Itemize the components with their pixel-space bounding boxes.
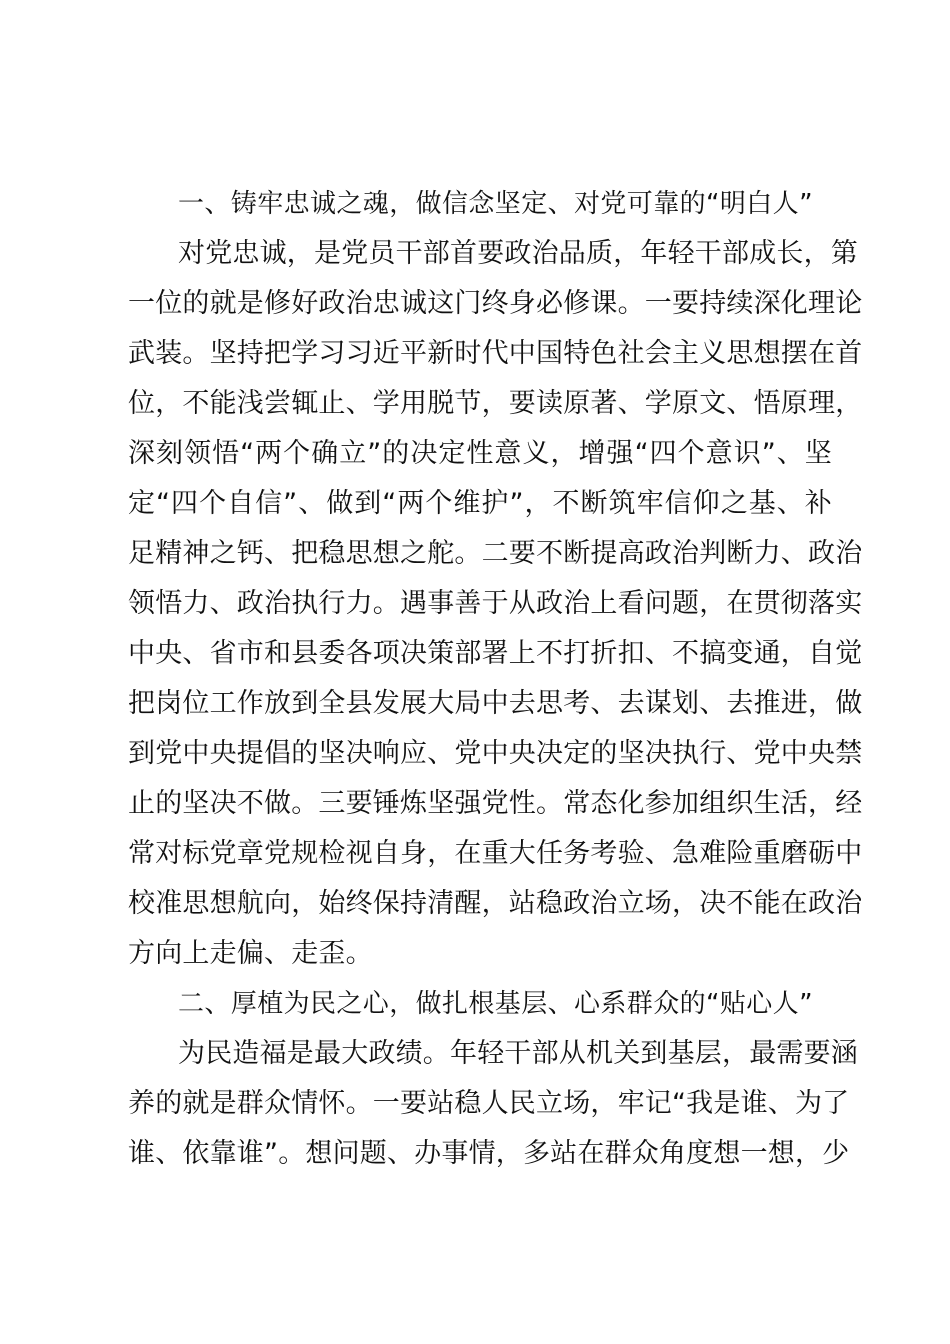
paragraph-line: 领悟力、政治执行力。遇事善于从政治上看问题，在贯彻落实: [128, 588, 863, 619]
paragraph-line: 养的就是群众情怀。一要站稳人民立场，牢记“我是谁、为了: [128, 1088, 850, 1119]
section-heading-1: 一、铸牢忠诚之魂，做信念坚定、对党可靠的“明白人”: [178, 189, 813, 219]
paragraph-line: 深刻领悟“两个确立”的决定性意义，增强“四个意识”、坚: [128, 438, 832, 469]
paragraph-line: 足精神之钙、把稳思想之舵。二要不断提高政治判断力、政治: [128, 538, 863, 569]
paragraph-line: 止的坚决不做。三要锤炼坚强党性。常态化参加组织生活，经: [128, 788, 863, 819]
paragraph-line: 校准思想航向，始终保持清醒，站稳政治立场，决不能在政治: [128, 888, 863, 919]
paragraph-line: 常对标党章党规检视自身，在重大任务考验、急难险重磨砺中: [128, 838, 863, 869]
section-heading-2: 二、厚植为民之心，做扎根基层、心系群众的“贴心人”: [178, 989, 813, 1019]
paragraph-line: 方向上走偏、走歪。: [128, 938, 373, 969]
paragraph-line: 为民造福是最大政绩。年轻干部从机关到基层，最需要涵: [178, 1038, 858, 1069]
paragraph-line: 武装。坚持把学习习近平新时代中国特色社会主义思想摆在首: [128, 338, 863, 369]
paragraph-line: 定“四个自信”、做到“两个维护”，不断筑牢信仰之基、补: [128, 488, 832, 519]
paragraph-line: 一位的就是修好政治忠诚这门终身必修课。一要持续深化理论: [128, 288, 863, 319]
paragraph-line: 对党忠诚，是党员干部首要政治品质，年轻干部成长，第: [178, 238, 858, 269]
paragraph-line: 位，不能浅尝辄止、学用脱节，要读原著、学原文、悟原理，: [128, 388, 863, 419]
paragraph-line: 把岗位工作放到全县发展大局中去思考、去谋划、去推进，做: [128, 688, 863, 719]
paragraph-line: 谁、依靠谁”。想问题、办事情，多站在群众角度想一想，少: [128, 1138, 850, 1169]
paragraph-line: 到党中央提倡的坚决响应、党中央决定的坚决执行、党中央禁: [128, 738, 863, 769]
paragraph-line: 中央、省市和县委各项决策部署上不打折扣、不搞变通，自觉: [128, 638, 863, 669]
